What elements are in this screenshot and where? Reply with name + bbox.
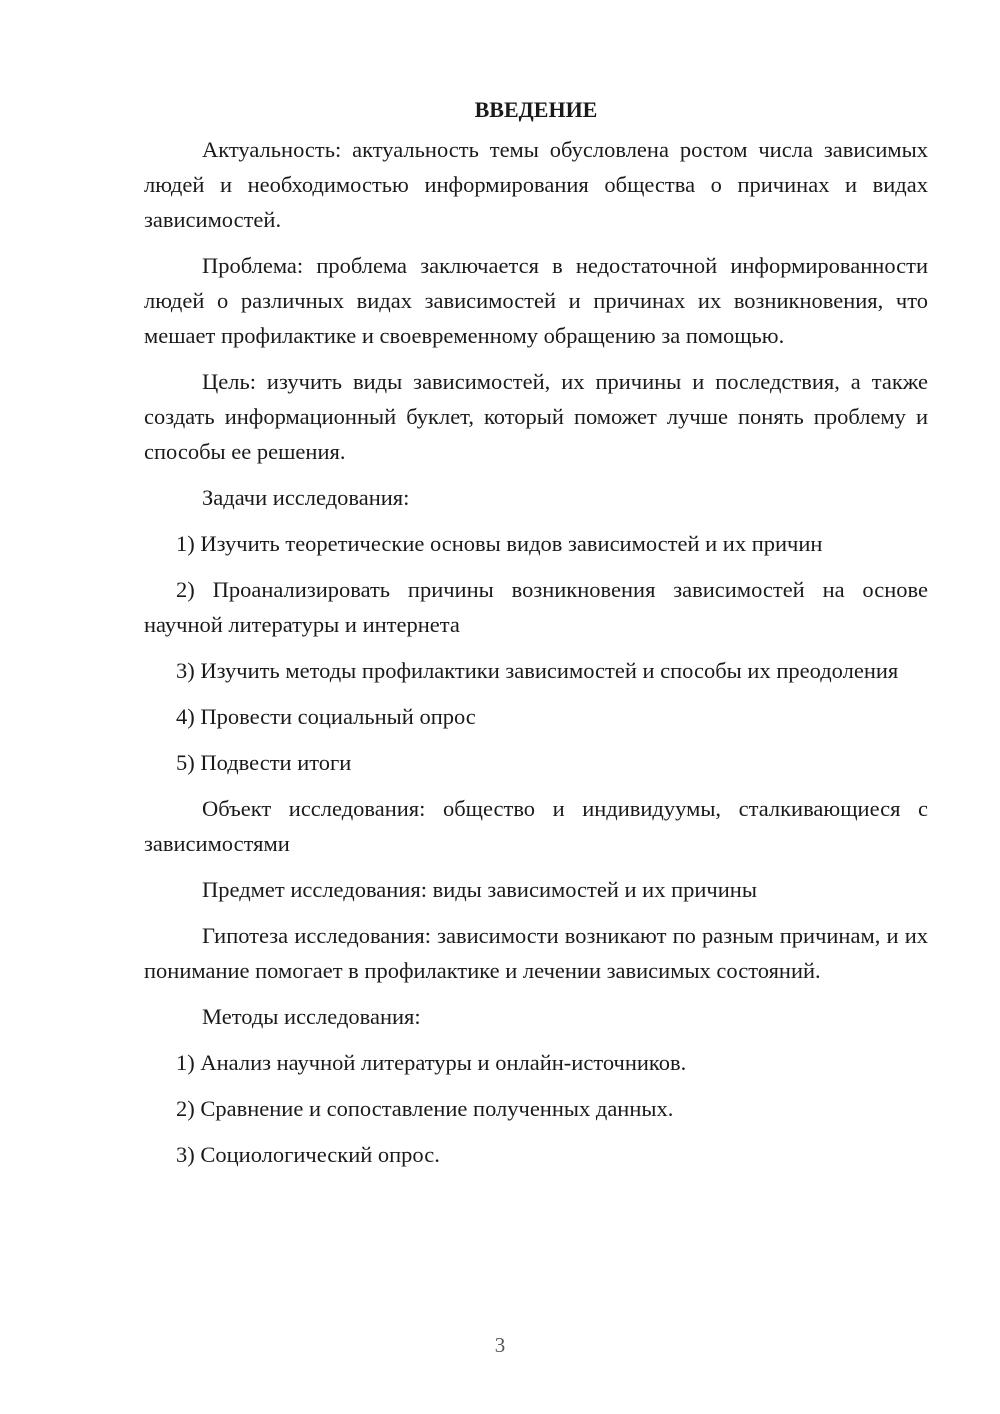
tasks-heading: Задачи исследования:: [202, 485, 410, 510]
section-title: ВВЕДЕНИЕ: [474, 97, 598, 122]
task-item-5: 5) Подвести итоги: [176, 750, 352, 775]
method-item-2: 2) Сравнение и сопоставление полученных данных.: [176, 1096, 674, 1121]
paragraph-relevance: Актуальность: актуальность темы обусловлена ростом числа зависимых людей и необходимостью информирования общества о причинах и видах зависимостей.: [144, 137, 928, 232]
method-item-3: 3) Социологический опрос.: [176, 1142, 440, 1167]
method-item-1: 1) Анализ научной литературы и онлайн-источников.: [176, 1050, 687, 1075]
paragraph-goal: Цель: изучить виды зависимостей, их причины и последствия, а также создать информационный буклет, который поможет лучше понять проблему и способы ее решения.: [144, 369, 928, 464]
task-item-2: 2) Проанализировать причины возникновения зависимостей на основе научной литературы и интернета: [144, 577, 928, 637]
task-item-3: 3) Изучить методы профилактики зависимостей и способы их преодоления: [176, 658, 899, 683]
paragraph-object: Объект исследования: общество и индивидуумы, сталкивающиеся с зависимостями: [144, 796, 928, 856]
methods-heading: Методы исследования:: [202, 1004, 421, 1029]
paragraph-hypothesis: Гипотеза исследования: зависимости возникают по разным причинам, и их понимание помогает в профилактике и лечении зависимых состояний.: [144, 923, 928, 983]
paragraph-problem: Проблема: проблема заключается в недостаточной информированности людей о различных видах зависимостей и причинах их возникновения, что мешает профилактике и своевременному обращению за помощью.: [144, 253, 928, 348]
task-item-1: 1) Изучить теоретические основы видов зависимостей и их причин: [176, 531, 823, 556]
paragraph-subject: Предмет исследования: виды зависимостей и их причины: [202, 877, 757, 902]
task-item-4: 4) Провести социальный опрос: [176, 704, 476, 729]
page-number: 3: [494, 1333, 506, 1357]
page-content: [144, 92, 928, 1183]
